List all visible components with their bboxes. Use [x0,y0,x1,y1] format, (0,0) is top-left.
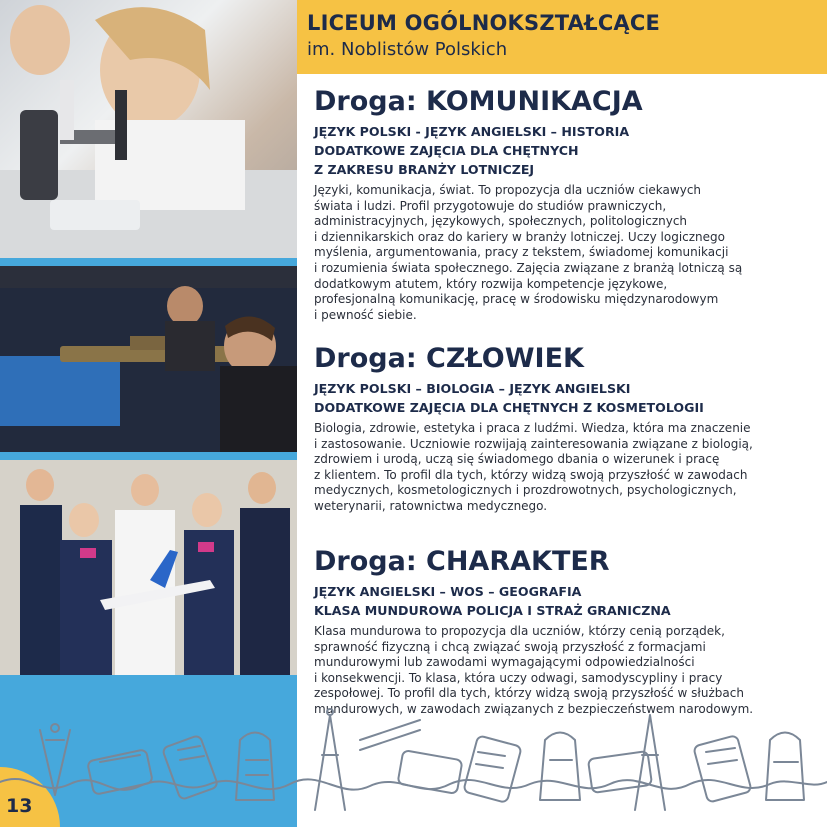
section-title: Droga: KOMUNIKACJA [314,86,643,117]
section-description [314,183,814,323]
description-line: i zastosowanie. Uczniowie rozwijają zainteresowania związane z biologią, [314,436,753,451]
description-line: i dziennikarskich oraz do kariery w branży lotniczej. Uczy logicznego [314,229,725,244]
subjects-line: KLASA MUNDUROWA POLICJA I STRAŻ GRANICZNA [314,603,671,618]
description-line: myślenia, argumentowania, pracy z tekstem, świadomej komunikacji [314,245,729,260]
section-subjects [314,379,814,417]
description-line: zdrowiem i urodą, uczą się świadomego dbania o wizerunek i pracę [314,452,720,467]
description-line: sprawność fizyczną i chcą związać swoją przyszłość z formacjami [314,639,706,654]
subjects-line: JĘZYK POLSKI – BIOLOGIA – JĘZYK ANGIELSKI [314,381,631,396]
description-line: mundurowymi lub zawodami wymagającymi odpowiedzialności [314,655,695,670]
subjects-line: JĘZYK ANGIELSKI – WOS – GEOGRAFIA [314,584,582,599]
description-line: administracyjnych, językowych, społecznych, politologicznych [314,214,688,229]
description-line: zespołowej. To profil dla tych, którzy widzą swoją przyszłość w służbach [314,686,744,701]
photo-aviation-class [0,460,297,675]
description-line: dodatkowym atutem, który rozwija kompetencje językowe, [314,276,668,291]
description-line: mundurowych, w zawodach związanych z bezpieczeństwem narodowym. [314,701,754,716]
section-subjects [314,122,814,179]
description-line: Biologia, zdrowie, estetyka i praca z ludźmi. Wiedza, która ma znaczenie [314,421,751,435]
page-number: 13 [6,795,33,817]
subjects-line: JĘZYK POLSKI - JĘZYK ANGIELSKI – HISTORIA [314,124,630,139]
subjects-line: DODATKOWE ZAJĘCIA DLA CHĘTNYCH [314,143,579,158]
description-line: medycznych, kosmetologicznych i prozdrowotnych, psychologicznych, [314,483,737,498]
school-supplies-doodle [0,700,827,827]
section-komunikacja [314,86,814,323]
section-czlowiek [314,343,814,515]
photo-shooting-training [0,266,297,452]
section-description [314,421,814,515]
description-line: Klasa mundurowa to propozycja dla uczniów, którzy cenią porządek, [314,624,725,638]
description-line: i rozumienia świata społecznego. Zajęcia związane z branżą lotniczą są [314,260,743,275]
description-line: profesjonalną komunikację, pracę w środowisku międzynarodowym [314,292,719,307]
subjects-line: DODATKOWE ZAJĘCIA DLA CHĘTNYCH Z KOSMETOLOGII [314,400,704,415]
school-subtitle: im. Noblistów Polskich [307,39,508,60]
subjects-line: Z ZAKRESU BRANŻY LOTNICZEJ [314,162,535,177]
description-line: świata i ludzi. Profil przygotowuje do studiów prawniczych, [314,198,667,213]
description-line: z klientem. To profil dla tych, którzy widzą swoją przyszłość w zawodach [314,467,748,482]
description-line: i pewność siebie. [314,307,417,322]
description-line: weterynarii, ratownictwa medycznego. [314,498,548,513]
description-line: Języki, komunikacja, świat. To propozycja dla uczniów ciekawych [314,183,702,197]
description-line: i konsekwencji. To klasa, która uczy odwagi, samodyscypliny i pracy [314,670,723,685]
school-title: LICEUM OGÓLNOKSZTAŁCĄCE [307,11,661,35]
photo-microscope-students [0,0,297,258]
section-title: Droga: CZŁOWIEK [314,343,584,374]
section-charakter [314,546,814,718]
section-title: Droga: CHARAKTER [314,546,610,577]
section-subjects [314,582,814,620]
